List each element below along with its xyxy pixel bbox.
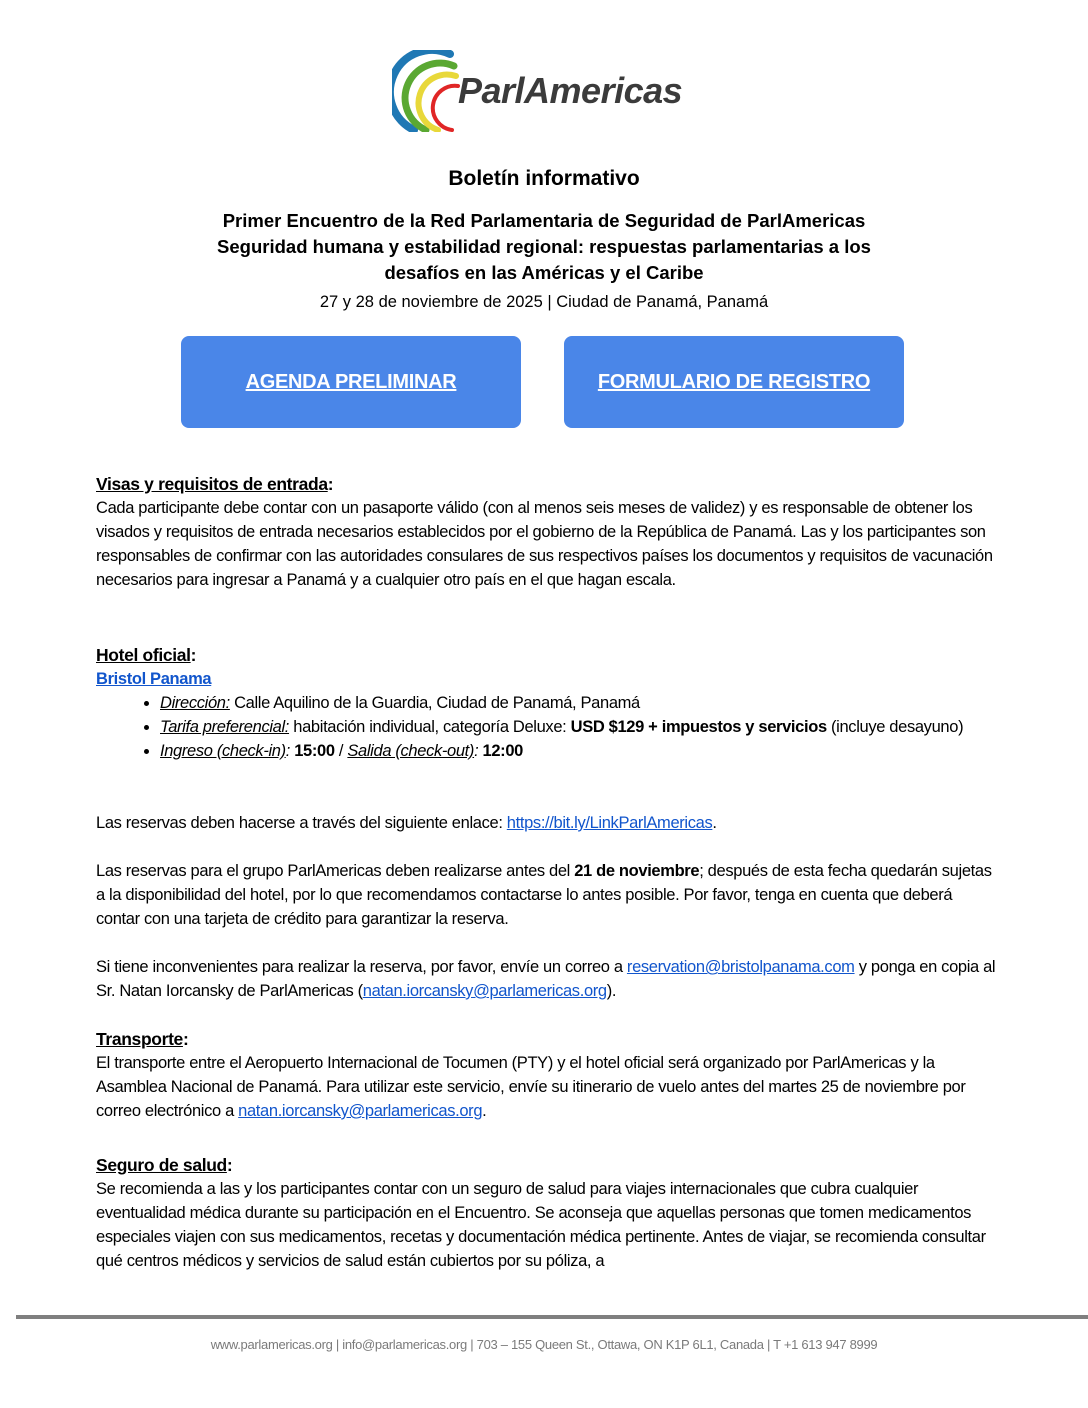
visas-heading: Visas y requisitos de entrada: bbox=[96, 474, 334, 494]
event-subtitle bbox=[0, 208, 1088, 286]
registration-form-button[interactable]: FORMULARIO DE REGISTRO bbox=[564, 336, 904, 428]
document-title: Boletín informativo bbox=[448, 167, 640, 190]
transport-body: El transporte entre el Aeropuerto Internacional de Tocumen (PTY) y el hotel oficial será organizado por ParlAmericas y la Asamblea Nacional de Panamá. Para utilizar este servicio, envíe su itinerario de vuelo antes del martes 25 de noviembre por correo electrónico a natan.iorcansky@parlamericas.org. bbox=[96, 1054, 966, 1120]
event-dateline: 27 y 28 de noviembre de 2025 | Ciudad de Panamá, Panamá bbox=[319, 293, 769, 311]
hotel-checkin-item: • Ingreso (check-in): 15:00 / Salida (check-out): 12:00 bbox=[160, 739, 996, 763]
health-section bbox=[96, 1153, 996, 1273]
hotel-address-item: • Dirección: Calle Aquilino de la Guardia, Ciudad de Panamá, Panamá bbox=[160, 691, 996, 715]
subtitle-line-1: Primer Encuentro de la Red Parlamentaria de Seguridad de ParlAmericas bbox=[222, 210, 866, 231]
hotel-rate-item: • Tarifa preferencial: habitación individual, categoría Deluxe: USD $129 + impuestos y servicios (incluye desayuno) bbox=[160, 715, 996, 739]
hotel-name-link[interactable]: Bristol Panama bbox=[96, 670, 212, 688]
deadline-date: 21 de noviembre bbox=[574, 862, 700, 880]
transport-email-link[interactable]: natan.iorcansky@parlamericas.org bbox=[238, 1102, 483, 1120]
logo-wordmark: ParlAmericas bbox=[458, 70, 683, 111]
reservation-contact-paragraph: Si tiene inconvenientes para realizar la reserva, por favor, envíe un correo a reservation@bristolpanama.com y ponga en copia al Sr. Natan Iorcansky de ParlAmericas (natan.iorcansky@parlamericas.org). bbox=[96, 958, 996, 1000]
agenda-button[interactable]: AGENDA PRELIMINAR bbox=[181, 336, 521, 428]
parlamericas-logo bbox=[392, 50, 702, 132]
subtitle-line-3: desafíos en las Américas y el Caribe bbox=[384, 262, 704, 283]
hotel-heading: Hotel oficial: bbox=[96, 645, 197, 665]
visas-section bbox=[96, 472, 996, 592]
reservation-link-paragraph: Las reservas deben hacerse a través del siguiente enlace: https://bit.ly/LinkParlAmericas. bbox=[96, 814, 717, 832]
health-body: Se recomienda a las y los participantes contar con un seguro de salud para viajes internacionales que cubra cualquier eventualidad médica durante su participación en el Encuentro. Se aconseja que aquellas personas que tomen medicamentos especiales viajen con sus medicamentos, recetas y documentación médica pertinente. Antes de viajar, se recomienda consultar qué centros médicos y servicios de salud están cubiertos por su póliza, a bbox=[96, 1180, 986, 1270]
transport-section bbox=[96, 1027, 996, 1123]
footer-divider bbox=[16, 1315, 1088, 1319]
booking-link[interactable]: https://bit.ly/LinkParlAmericas bbox=[506, 814, 713, 832]
visas-body: Cada participante debe contar con un pasaporte válido (con al menos seis meses de validez) y es responsable de obtener los visados y requisitos de entrada necesarios establecidos por el gobierno de la República de Panamá. Las y los participantes son responsables de confirmar con las autoridades consulares de sus respectivos países los documentos y requisitos de vacunación necesarios para ingresar a Panamá y a cualquier otro país en el que hagan escala. bbox=[96, 499, 993, 589]
hotel-email-link[interactable]: reservation@bristolpanama.com bbox=[626, 958, 855, 976]
footer-contact-info: www.parlamericas.org | info@parlamericas.org | 703 – 155 Queen St., Ottawa, ON K1P 6L1, Canada | T +1 613 947 8999 bbox=[210, 1337, 878, 1352]
transport-heading: Transporte: bbox=[96, 1029, 189, 1049]
health-heading: Seguro de salud: bbox=[96, 1155, 233, 1175]
contact-email-link[interactable]: natan.iorcansky@parlamericas.org bbox=[362, 982, 607, 1000]
subtitle-line-2: Seguridad humana y estabilidad regional: respuestas parlamentarias a los bbox=[217, 236, 871, 257]
reservation-deadline-paragraph: Las reservas para el grupo ParlAmericas deben realizarse antes del 21 de noviembre; después de esta fecha quedarán sujetas a la disponibilidad del hotel, por lo que recomendamos contactarse lo antes posible. Por favor, tenga en cuenta que deberá contar con una tarjeta de crédito para garantizar la reserva. bbox=[96, 862, 992, 928]
hotel-details-list bbox=[96, 691, 996, 763]
hotel-section bbox=[96, 643, 996, 763]
